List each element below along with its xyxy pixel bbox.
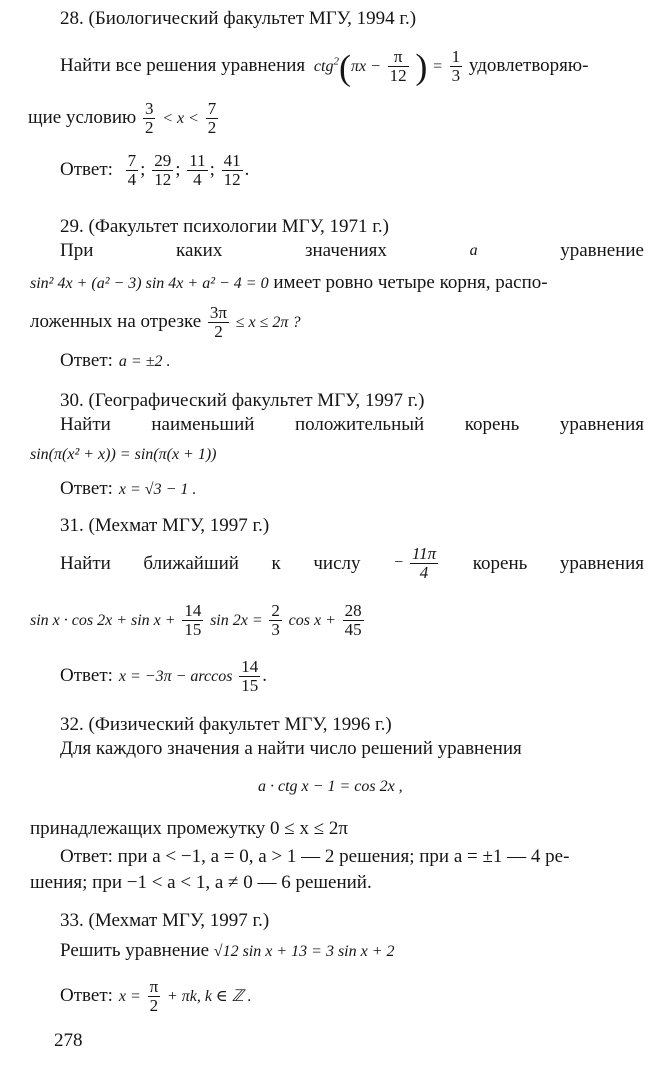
problem-31-statement-line1: Найти ближайший к числу − $\frac{11\pi}{4}$ корень уравнения bbox=[60, 544, 644, 582]
problem-33-title: 33. (Мехмат МГУ, 1997 г.) bbox=[60, 910, 270, 931]
problem-29-title: 29. (Факультет психологии МГУ, 1971 г.) bbox=[60, 216, 389, 237]
page-number: 278 bbox=[54, 1030, 83, 1051]
problem-32-statement-line1: Для каждого значения a найти число решений уравнения bbox=[60, 738, 522, 759]
fraction-1-3: $\frac{1}{3}$ bbox=[451, 47, 461, 85]
problem-30-equation: sin(π(x² + x)) = sin(π(x + 1)) bbox=[30, 446, 217, 463]
problem-29-answer: Ответ: a = ±2 . bbox=[60, 350, 171, 371]
equation: √12 sin x + 13 = 3 sin x + 2 bbox=[213, 943, 395, 960]
problem-30-answer: Ответ: x = √3 − 1 . bbox=[60, 478, 197, 499]
problem-29-statement-line1: При каких значениях a уравнение bbox=[60, 240, 644, 261]
problem-31-answer: Ответ: x = −3π − arccos $\frac{14}{15}$ . bbox=[60, 657, 267, 695]
fraction-pi-12: $\frac{\pi}{12}$ bbox=[389, 47, 407, 85]
problem-33-statement: Решить уравнение √12 sin x + 13 = 3 sin x + 2 bbox=[60, 940, 395, 961]
problem-28-statement-line2: щие условию $\frac{3}{2}$ < x < $\frac{7}{2}$ bbox=[28, 99, 217, 137]
problem-28-statement-line1: Найти все решения уравнения ctg$^2$(πx − $\frac{\pi}{12}$ ) = $\frac{1}{3}$ удовлетворяю- bbox=[60, 46, 589, 88]
problem-32-answer-line1: Ответ: при a < −1, a = 0, a > 1 — 2 решения; при a = ±1 — 4 ре- bbox=[60, 846, 570, 867]
problem-33-answer: Ответ: x = $\frac{\pi}{2}$ + πk, k ∈ ℤ . bbox=[60, 977, 252, 1015]
problem-31-title: 31. (Мехмат МГУ, 1997 г.) bbox=[60, 515, 270, 536]
problem-29-equation-line: sin² 4x + (a² − 3) sin 4x + a² − 4 = 0 имеет ровно четыре корня, распо- bbox=[30, 272, 548, 293]
problem-30-statement-line1: Найти наименьший положительный корень уравнения bbox=[60, 414, 644, 435]
problem-32-answer-line2: шения; при −1 < a < 1, a ≠ 0 — 6 решений. bbox=[30, 872, 372, 893]
problem-32-statement-line2: принадлежащих промежутку 0 ≤ x ≤ 2π bbox=[30, 818, 348, 839]
problem-28-answer: Ответ: $\frac{7}{4}$ ; $\frac{29}{12}$ ; $\frac{11}{4}$ ; $\frac{41}{12}$ . bbox=[60, 151, 250, 189]
problem-30-title: 30. (Географический факультет МГУ, 1997 г.) bbox=[60, 390, 425, 411]
problem-28-title: 28. (Биологический факультет МГУ, 1994 г.) bbox=[60, 8, 417, 29]
problem-31-equation: sin x · cos 2x + sin x + $\frac{14}{15}$ sin 2x = $\frac{2}{3}$ cos x + $\frac{28}{45}$ bbox=[30, 601, 362, 639]
problem-32-equation: a · ctg x − 1 = cos 2x , bbox=[258, 778, 403, 795]
problem-32-title: 32. (Физический факультет МГУ, 1996 г.) bbox=[60, 714, 392, 735]
equation: sin² 4x + (a² − 3) sin 4x + a² − 4 = 0 bbox=[30, 275, 269, 292]
problem-29-statement-line3: ложенных на отрезке $\frac{3\pi}{2}$ ≤ x ≤ 2π ? bbox=[30, 303, 301, 341]
